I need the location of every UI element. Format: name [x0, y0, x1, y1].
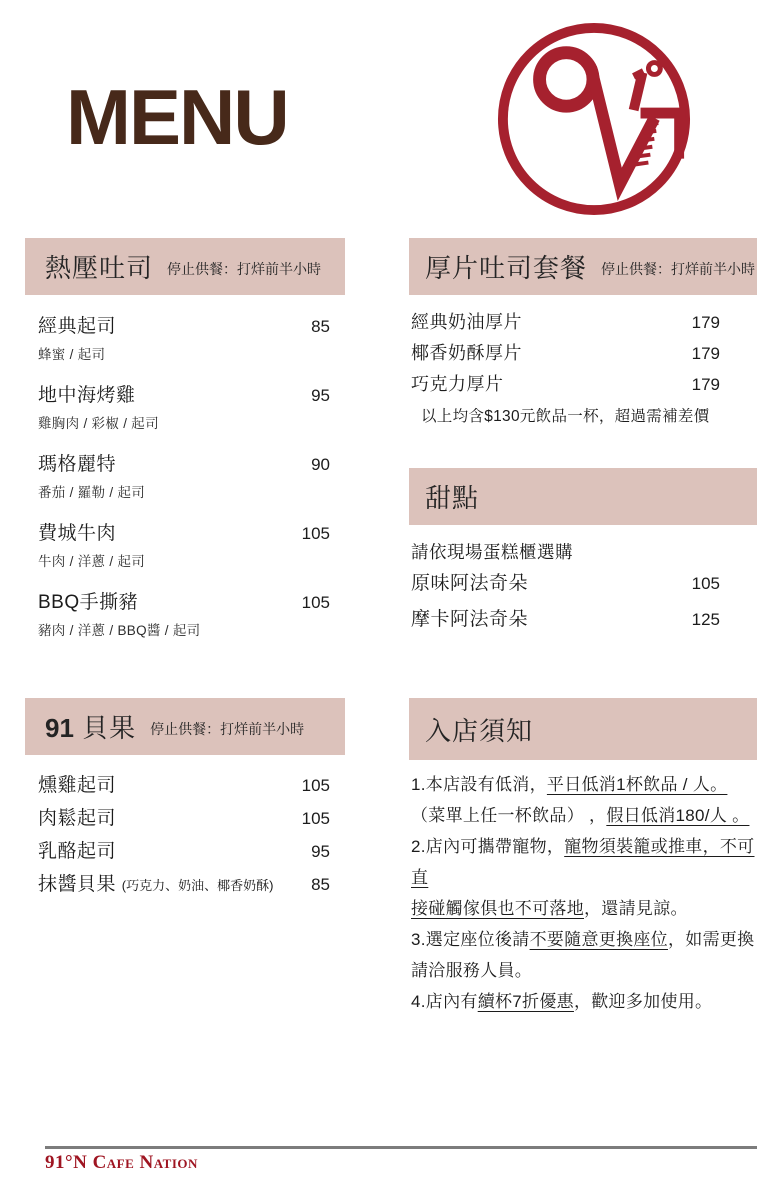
menu-item [38, 802, 330, 835]
item-price: 179 [691, 375, 720, 394]
section-title: 入店須知 [425, 715, 534, 746]
menu-item [409, 338, 757, 369]
notice-line: 3.選定座位後請不要隨意更換座位，如需更換 [411, 930, 755, 949]
section-serving-note: 停止供餐：打烊前半小時 [150, 720, 305, 737]
item-price: 105 [301, 524, 330, 543]
section-header [409, 238, 757, 295]
section-header [25, 238, 345, 295]
item-name: 瑪格麗特 [38, 454, 117, 475]
section-title: 熱壓吐司 [45, 253, 154, 283]
item-name: 經典起司 [38, 316, 117, 337]
menu-item [409, 369, 757, 400]
item-price: 179 [691, 313, 720, 332]
brand-91n-logo-icon [495, 20, 693, 218]
item-price: 85 [311, 875, 330, 894]
menu-item [38, 449, 330, 501]
item-name: 燻雞起司 [38, 775, 117, 796]
section-header [409, 698, 757, 760]
footer-divider [45, 1146, 757, 1149]
item-name: 巧克力厚片 [411, 374, 504, 394]
section-serving-note: 停止供餐：打烊前半小時 [601, 260, 756, 277]
item-name: 經典奶油厚片 [411, 312, 522, 332]
page-title: MENU [66, 73, 288, 161]
item-description: 蜂蜜 / 起司 [38, 347, 106, 362]
item-description: 牛肉 / 洋蔥 / 起司 [38, 554, 146, 569]
item-name: 抹醬貝果 (巧克力、奶油、椰香奶酥) [38, 874, 274, 895]
item-name: 乳酪起司 [38, 841, 117, 862]
item-price: 90 [311, 455, 330, 474]
item-price: 95 [311, 386, 330, 405]
item-price: 125 [691, 610, 720, 629]
notice-line: 接碰觸傢俱也不可落地，還請見諒。 [411, 899, 688, 918]
section-title-number: 91 [45, 713, 74, 743]
item-description: 雞胸肉 / 彩椒 / 起司 [38, 416, 159, 431]
section-title [45, 708, 136, 745]
menu-item [38, 835, 330, 868]
menu-item [38, 518, 330, 570]
footer-brand-name: 91°N Cafe Nation [45, 1152, 198, 1173]
item-name: 費城牛肉 [38, 523, 117, 544]
notice-line: 2.店內可攜帶寵物，寵物須裝籠或推車，不可直 [411, 837, 755, 887]
item-name: 肉鬆起司 [38, 808, 117, 829]
item-flavor-note: (巧克力、奶油、椰香奶酥) [121, 878, 274, 893]
section-hot-pressed-toast [25, 238, 345, 656]
section-title: 甜點 [425, 483, 480, 513]
item-price: 105 [301, 809, 330, 828]
item-price: 105 [301, 593, 330, 612]
item-price: 105 [301, 776, 330, 795]
notice-line: 4.店內有續杯7折優惠，歡迎多加使用。 [411, 992, 713, 1011]
item-price: 85 [311, 317, 330, 336]
item-name: BBQ手撕豬 [38, 592, 139, 613]
section-dessert [409, 468, 757, 638]
item-name: 摩卡阿法奇朵 [411, 609, 529, 630]
item-name: 地中海烤雞 [38, 385, 136, 406]
section-thick-toast-set [409, 238, 757, 426]
menu-item [38, 380, 330, 432]
notice-text [409, 769, 757, 1017]
section-header [25, 698, 345, 755]
menu-item [38, 769, 330, 802]
section-bagel [25, 698, 345, 902]
item-price: 95 [311, 842, 330, 861]
item-description: 番茄 / 羅勒 / 起司 [38, 485, 146, 500]
section-serving-note: 停止供餐：打烊前半小時 [167, 260, 322, 277]
menu-item [409, 602, 757, 638]
item-price: 105 [691, 574, 720, 593]
item-description: 豬肉 / 洋蔥 / BBQ醬 / 起司 [38, 623, 201, 638]
drink-included-note: 以上均含$130元飲品一杯，超過需補差價 [421, 408, 710, 425]
section-title-text: 貝果 [82, 713, 137, 743]
dessert-lead-note: 請依現場蛋糕櫃選購 [411, 542, 573, 562]
item-price: 179 [691, 344, 720, 363]
item-name: 椰香奶酥厚片 [411, 343, 522, 363]
menu-item [409, 307, 757, 338]
section-title: 厚片吐司套餐 [425, 253, 588, 283]
menu-item [409, 566, 757, 602]
notice-line: 1.本店設有低消，平日低消1杯飲品 / 人。 [411, 775, 728, 794]
notice-line: （菜單上任一杯飲品） ，假日低消180/人 。 [411, 806, 750, 825]
notice-line: 請洽服務人員。 [411, 961, 533, 980]
menu-item [38, 587, 330, 639]
menu-item [38, 868, 330, 902]
section-store-notice [409, 698, 757, 1017]
item-name: 原味阿法奇朵 [411, 573, 529, 594]
menu-item [38, 311, 330, 363]
section-header [409, 468, 757, 525]
